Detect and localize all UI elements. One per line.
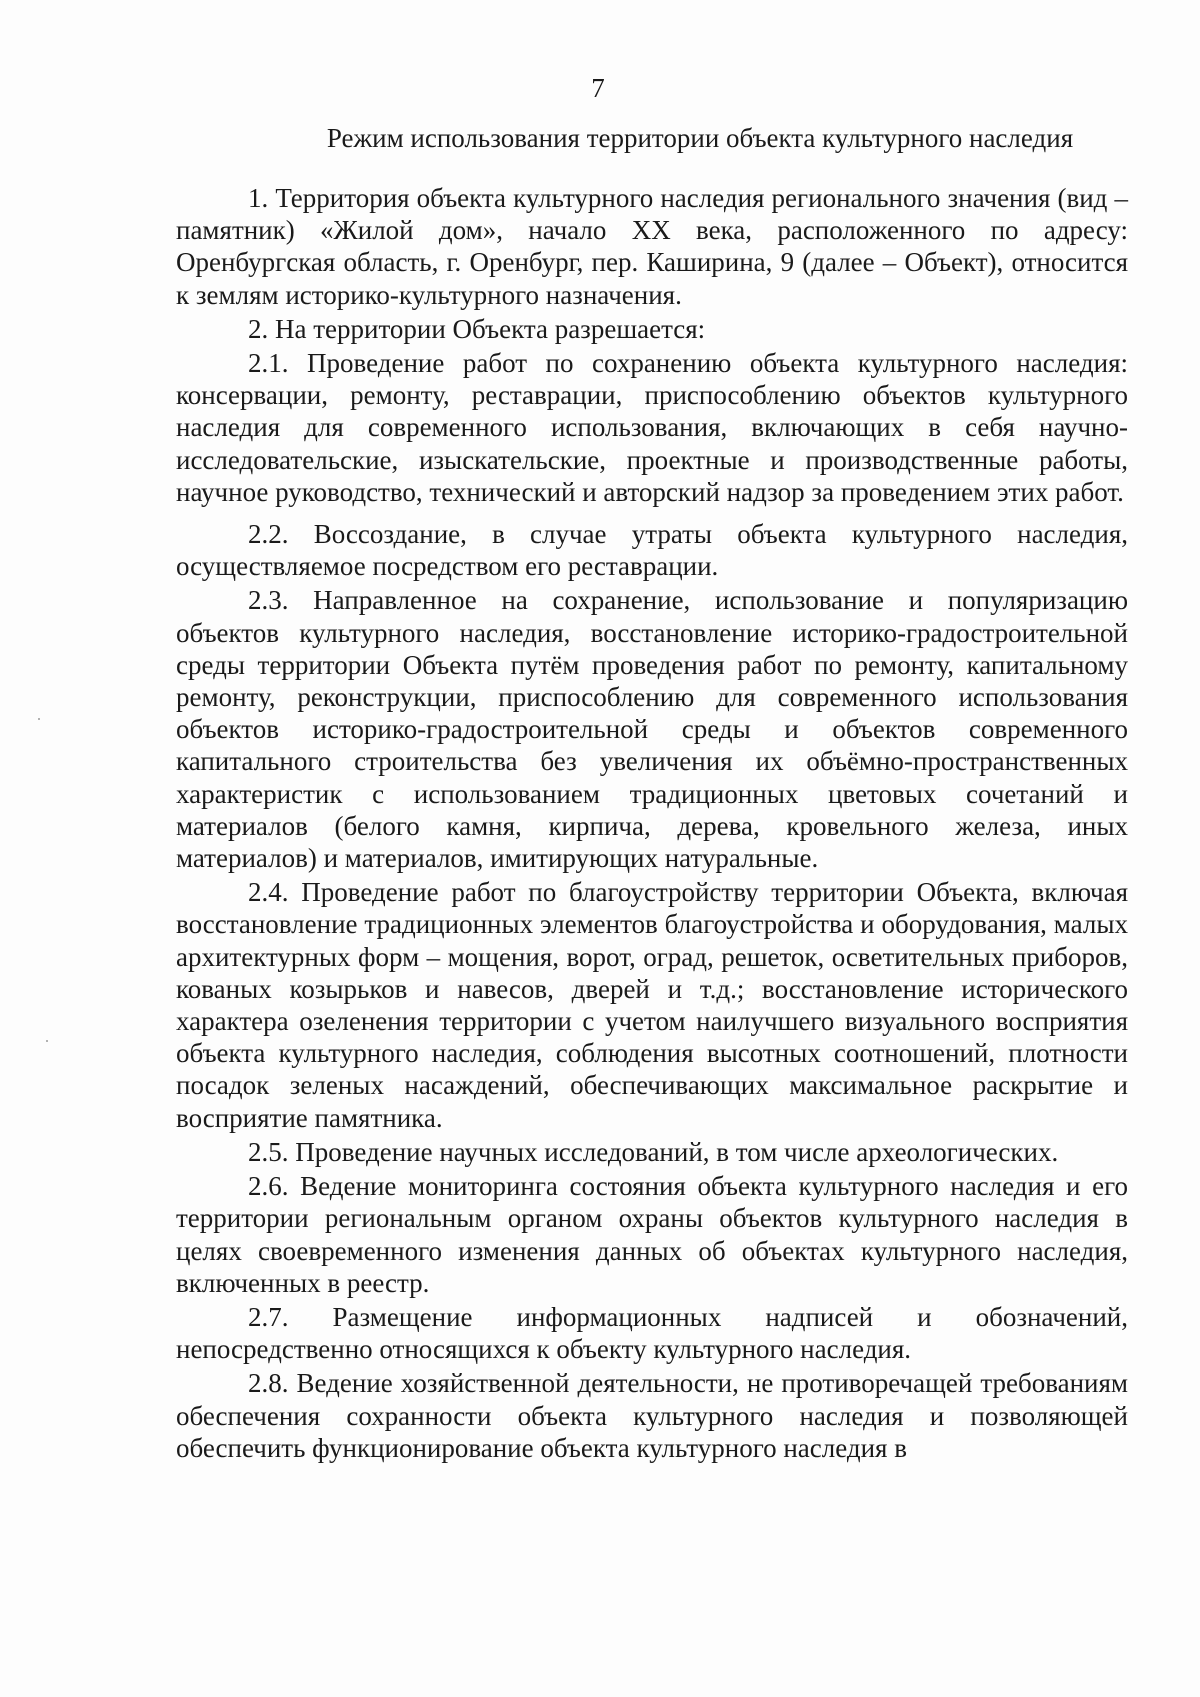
paragraph-2-4: 2.4. Проведение работ по благоустройству территории Объекта, включая восстановление традиционных элементов благоустройства и оборудования, малых архитектурных форм – мощения, ворот, оград, решеток, осветительных приборов, кованых козырьков и навесов, дверей и т.д.; восстановление исторического характера озеленения территории с учетом наилучшего визуального восприятия объекта культурного наследия, соблюдения высотных соотношений, плотности посадок зеленых насаждений, обеспечивающих максимальное раскрытие и восприятие памятника. [176, 877, 1128, 1133]
paragraph-2-6: 2.6. Ведение мониторинга состояния объекта культурного наследия и его территории региональным органом охраны объектов культурного наследия в целях своевременного изменения данных об объектах культурного наследия, включенных в реестр. [176, 1171, 1128, 1298]
scan-speck [38, 718, 40, 720]
scan-speck [46, 1040, 48, 1042]
paragraph-1: 1. Территория объекта культурного наследия регионального значения (вид – памятник) «Жилой дом», начало XX века, расположенного по адресу: Оренбургская область, г. Оренбург, пер. Каширина, 9 (далее – Объект), относится к землям историко-культурного назначения. [176, 183, 1128, 310]
paragraph-2: 2. На территории Объекта разрешается: [248, 313, 706, 344]
paragraph-2-7: 2.7. Размещение информационных надписей и обозначений, непосредственно относящихся к объекту культурного наследия. [176, 1301, 1128, 1365]
paragraph-2-1: 2.1. Проведение работ по сохранению объекта культурного наследия: консервации, ремонту, реставрации, приспособлению объектов культурного наследия для современного использования, включающих в себя научно-исследовательские, изыскательские, проектные и производственные работы, научное руководство, технический и авторский надзор за проведением этих работ. [176, 348, 1128, 507]
paragraph-2-5: 2.5. Проведение научных исследований, в том числе археологических. [248, 1136, 1059, 1167]
paragraph-2-8: 2.8. Ведение хозяйственной деятельности, не противоречащей требованиям обеспечения сохранности объекта культурного наследия и позволяющей обеспечить функционирование объекта культурного наследия в [176, 1368, 1128, 1463]
paragraph-2-2: 2.2. Воссоздание, в случае утраты объекта культурного наследия, осуществляемое посредством его реставрации. [176, 519, 1128, 582]
body-text [176, 182, 1128, 1464]
section-title: Режим использования территории объекта культурного наследия [326, 123, 1074, 153]
paragraph-2-3: 2.3. Направленное на сохранение, использование и популяризацию объектов культурного наследия, восстановление историко-градостроительной среды территории Объекта путём проведения работ по ремонту, капитальному ремонту, реконструкции, приспособлению для современного использования объектов историко-градостроительной среды и объектов современного капитального строительства без увеличения их объёмно-пространственных характеристик с использованием традиционных цветовых сочетаний и материалов (белого камня, кирпича, дерева, кровельного железа, иных материалов) и материалов, имитирующих натуральные. [176, 585, 1128, 874]
page-number: 7 [591, 73, 605, 103]
